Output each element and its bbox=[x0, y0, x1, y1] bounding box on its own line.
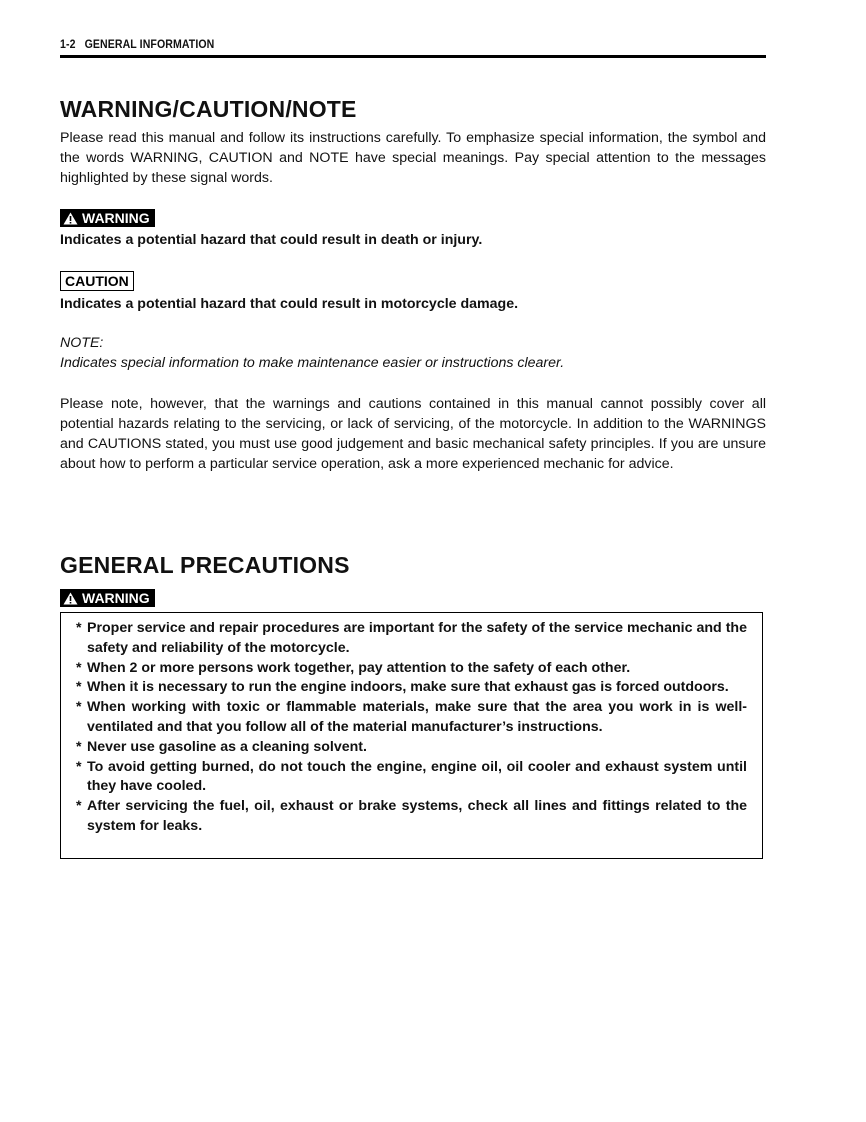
bullet-star: * bbox=[76, 699, 82, 716]
bullet-star: * bbox=[76, 679, 82, 696]
list-item-text: When it is necessary to run the engine indoors, make sure that exhaust gas is forced outdoors. bbox=[87, 679, 729, 696]
list-item-text: Never use gasoline as a cleaning solvent. bbox=[87, 738, 367, 755]
list-item-text: To avoid getting burned, do not touch the engine, engine oil, oil cooler and exhaust system until they have cooled. bbox=[87, 758, 747, 795]
bullet-star: * bbox=[76, 620, 82, 636]
precautions-box bbox=[60, 612, 763, 859]
list-item bbox=[76, 738, 747, 758]
section-label: 1-2 GENERAL INFORMATION bbox=[60, 37, 215, 51]
closing-paragraph: Please note, however, that the warnings and cautions contained in this manual cannot possibly cover all potential hazards relating to the servicing, or lack of servicing, of the motorcycle. In addition to the WARNINGS and CAUTIONS stated, you must use good judgement and basic mechanical safety principles. If you are unsure about how to perform a particular service operation, ask a more experienced mechanic for advice. bbox=[60, 396, 766, 472]
warning-label-text: WARNING bbox=[82, 210, 150, 226]
intro-paragraph: Please read this manual and follow its instructions carefully. To emphasize special information, the symbol and the words WARNING, CAUTION and NOTE have special meanings. Pay special attention to the messages highlighted by these signal words. bbox=[60, 130, 766, 186]
list-item-text: Proper service and repair procedures are important for the safety of the service mechanic and the safety and reliability of the motorcycle. bbox=[87, 620, 747, 656]
caution-description: Indicates a potential hazard that could result in motorcycle damage. bbox=[60, 296, 519, 312]
list-item bbox=[76, 797, 747, 837]
list-item-text: When 2 or more persons work together, pay attention to the safety of each other. bbox=[87, 659, 631, 676]
precautions-list bbox=[76, 619, 747, 837]
warning-triangle-icon bbox=[63, 212, 78, 225]
general-precautions-title: GENERAL PRECAUTIONS bbox=[60, 552, 350, 578]
bullet-star: * bbox=[76, 758, 82, 775]
note-label: NOTE: bbox=[60, 335, 104, 351]
list-item bbox=[76, 758, 747, 798]
warning-description: Indicates a potential hazard that could result in death or injury. bbox=[60, 232, 483, 248]
list-item bbox=[76, 678, 747, 698]
caution-signal-label: CAUTION bbox=[60, 271, 134, 291]
precautions-warning-signal-label bbox=[60, 589, 155, 607]
list-item bbox=[76, 659, 747, 679]
warning-signal-label bbox=[60, 209, 155, 227]
warning-label-text: WARNING bbox=[82, 590, 150, 606]
bullet-star: * bbox=[76, 659, 82, 676]
note-description: Indicates special information to make maintenance easier or instructions clearer. bbox=[60, 355, 565, 371]
warning-triangle-icon bbox=[63, 592, 78, 605]
bullet-star: * bbox=[76, 738, 82, 755]
warning-caution-note-title: WARNING/CAUTION/NOTE bbox=[60, 96, 357, 122]
list-item-text: After servicing the fuel, oil, exhaust or brake systems, check all lines and fittings related to the system for leaks. bbox=[87, 798, 747, 834]
list-item bbox=[76, 698, 747, 738]
list-item-text: When working with toxic or flammable materials, make sure that the area you work in is well-ventilated and that you follow all of the material manufacturer’s instructions. bbox=[87, 699, 747, 735]
page-header bbox=[60, 36, 766, 58]
list-item bbox=[76, 619, 747, 659]
bullet-star: * bbox=[76, 798, 82, 815]
